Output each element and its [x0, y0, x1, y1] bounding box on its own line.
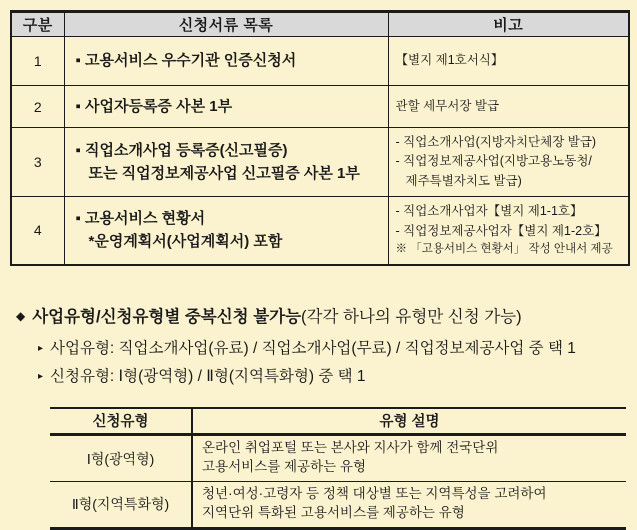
notice-items: [16, 335, 628, 391]
header-type-description: 유형 설명: [192, 408, 626, 435]
remarks-cell: [388, 86, 629, 128]
notice-title-rest: (각각 하나의 유형만 신청 가능): [301, 307, 522, 326]
type-name-cell: Ⅱ형(지역특화형): [50, 481, 192, 528]
type-description-cell: [192, 481, 626, 528]
notice-item: [16, 335, 628, 363]
diamond-bullet-icon: ◆: [16, 308, 26, 323]
header-application-type: 신청유형: [50, 408, 192, 435]
type-table-header-row: [50, 408, 626, 435]
table-row: [11, 128, 629, 197]
header-category: 구분: [11, 12, 64, 37]
type-description-cell: [192, 435, 626, 482]
remark-line: 관할 세무서장 발급: [395, 98, 500, 113]
row-number-cell: 1: [11, 37, 64, 86]
remark-line: 【별지 제1호서식】: [395, 53, 504, 68]
header-document-list: 신청서류 목록: [64, 12, 388, 37]
row-number-cell: 3: [11, 128, 64, 197]
remarks-cell: [388, 197, 629, 265]
table-row: [50, 481, 626, 528]
notice-title-bold: 사업유형/신청유형별 중복신청 불가능: [32, 307, 302, 326]
notice-item-text: 사업유형: 직업소개사업(유료) / 직업소개사업(무료) / 직업정보제공사업 중 택 1: [50, 339, 576, 357]
document-line: 또는 직업정보제공사업 신고필증 사본 1부: [88, 165, 360, 183]
document-name-cell: [64, 86, 388, 128]
remark-line: - 직업소개사업자【별지 제1-1호】: [395, 204, 583, 219]
document-line: ▪ 고용서비스 우수기관 인증신청서: [75, 52, 297, 70]
table-row: [11, 86, 629, 128]
document-name-cell: [64, 197, 388, 265]
document-line: ▪ 고용서비스 현황서: [75, 210, 206, 228]
documents-table: [10, 10, 630, 266]
document-name-cell: [64, 128, 388, 197]
document-name-cell: [64, 37, 388, 86]
document-line: *운영계획서(사업계획서) 포함: [88, 233, 283, 251]
notice-item: [16, 363, 628, 391]
document-line: ▪ 직업소개사업 등록증(신고필증): [75, 141, 288, 159]
row-number-cell: 2: [11, 86, 64, 128]
description-line: 지역단위 특화된 고용서비스를 제공하는 유형: [202, 504, 465, 520]
description-line: 온라인 취업포털 또는 본사와 지사가 함께 전국단위: [202, 440, 499, 456]
table-row: [11, 37, 629, 86]
table-row: [50, 435, 626, 482]
header-remarks: 비고: [388, 12, 629, 37]
remarks-cell: [388, 37, 629, 86]
remark-line: 제주특별자치도 발급): [405, 173, 522, 188]
remarks-cell: [388, 128, 629, 197]
remark-line: - 직업소개사업(지방자치단체장 발급): [395, 135, 597, 149]
notice-section: [10, 305, 628, 391]
remark-line: - 직업정보제공사업자【별지 제1-2호】: [395, 223, 607, 238]
triangle-bullet-icon: ▸: [38, 342, 44, 354]
document-line: ▪ 사업자등록증 사본 1부: [75, 97, 233, 115]
type-name-cell: Ⅰ형(광역형): [86, 450, 155, 467]
description-line: 청년·여성·고령자 등 정책 대상별 또는 지역특성을 고려하여: [202, 485, 547, 501]
remark-line: ※ 「고용서비스 현황서」 작성 안내서 제공: [395, 242, 613, 255]
description-line: 고용서비스를 제공하는 유형: [202, 459, 366, 475]
application-type-table: [50, 407, 626, 530]
row-number-cell: 4: [11, 197, 64, 265]
notice-item-text: 신청유형: Ⅰ형(광역형) / Ⅱ형(지역특화형) 중 택 1: [50, 367, 366, 385]
documents-table-header-row: [11, 12, 629, 37]
table-row: [11, 197, 629, 265]
remark-line: - 직업정보제공사업(지방고용노동청/: [395, 154, 592, 169]
triangle-bullet-icon: ▸: [38, 370, 44, 382]
notice-title: [16, 305, 628, 328]
